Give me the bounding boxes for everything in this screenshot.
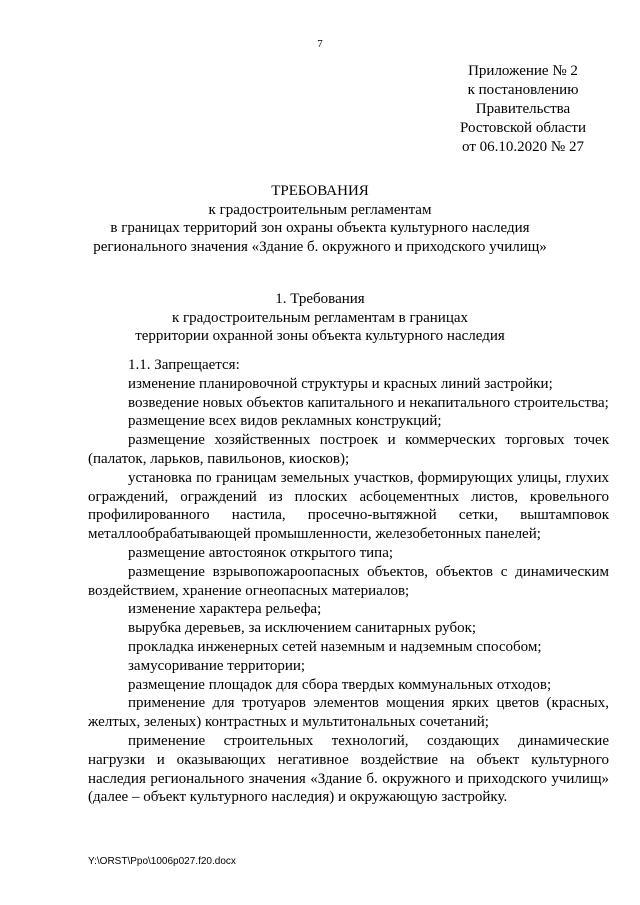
clause-item: возведение новых объектов капитального и некапитального строительства; bbox=[128, 394, 609, 411]
annex-block bbox=[448, 62, 598, 157]
clause-item: размещение хозяйственных построек и коммерческих торговых точек (палаток, ларьков, павильонов, киосков); bbox=[88, 432, 609, 467]
section-title-line: 1. Требования bbox=[275, 291, 365, 307]
clause-heading: 1.1. Запрещается: bbox=[128, 357, 240, 373]
annex-line: Ростовской области bbox=[460, 120, 586, 136]
body-text bbox=[88, 356, 609, 807]
clause-item: размещение всех видов рекламных конструкций; bbox=[128, 413, 442, 430]
clause-item: применение строительных технологий, создающих динамические нагрузки и оказывающих негативное воздействие на объект культурного наследия регионального значения «Здание б. окружного и приходского училищ» (далее – объект культурного наследия) и окружающую застройку. bbox=[88, 732, 609, 806]
clause-item: прокладка инженерных сетей наземным и надземным способом; bbox=[128, 638, 542, 655]
clause-item: изменение характера рельефа; bbox=[128, 601, 322, 618]
title-line: в границах территорий зон охраны объекта культурного наследия bbox=[110, 220, 530, 236]
clause-item: установка по границам земельных участков, формирующих улицы, глухих ограждений, ограждений из плоских асбоцементных листов, кровельного профилированного настила, просечно-вытяжной сетки, выштамповок металлообрабатывающей промышленности, железобетонных панелей; bbox=[88, 469, 609, 543]
annex-line: к постановлению bbox=[467, 82, 579, 98]
clause-item: замусоривание территории; bbox=[128, 657, 306, 674]
clause-item: вырубка деревьев, за исключением санитарных рубок; bbox=[128, 620, 477, 637]
document-title bbox=[90, 182, 550, 256]
page-number: 7 bbox=[317, 38, 323, 50]
clause-item: размещение автостоянок открытого типа; bbox=[128, 544, 394, 561]
annex-line: Приложение № 2 bbox=[468, 63, 578, 79]
annex-line: Правительства bbox=[475, 101, 571, 117]
section-title bbox=[90, 290, 550, 346]
section-title-line: территории охранной зоны объекта культурного наследия bbox=[135, 328, 505, 344]
annex-line: от 06.10.2020 № 27 bbox=[462, 139, 584, 155]
title-line: ТРЕБОВАНИЯ bbox=[271, 183, 369, 199]
clause-item: изменение планировочной структуры и красных линий застройки; bbox=[128, 375, 553, 392]
clause-item: применение для тротуаров элементов мощения ярких цветов (красных, желтых, зеленых) контрастных и мультитональных сочетаний; bbox=[88, 695, 609, 731]
title-line: к градостроительным регламентам bbox=[208, 201, 432, 218]
clause-item: размещение взрывопожароопасных объектов, объектов с динамическим воздействием, хранение огнеопасных материалов; bbox=[88, 563, 609, 599]
title-line: регионального значения «Здание б. окружного и приходского училищ» bbox=[93, 238, 547, 255]
section-title-line: к градостроительным регламентам в границах bbox=[171, 309, 469, 326]
clause-item: размещение площадок для сбора твердых коммунальных отходов; bbox=[128, 676, 552, 693]
file-path-footer: Y:\ORST\Ppo\1006p027.f20.docx bbox=[88, 856, 236, 867]
